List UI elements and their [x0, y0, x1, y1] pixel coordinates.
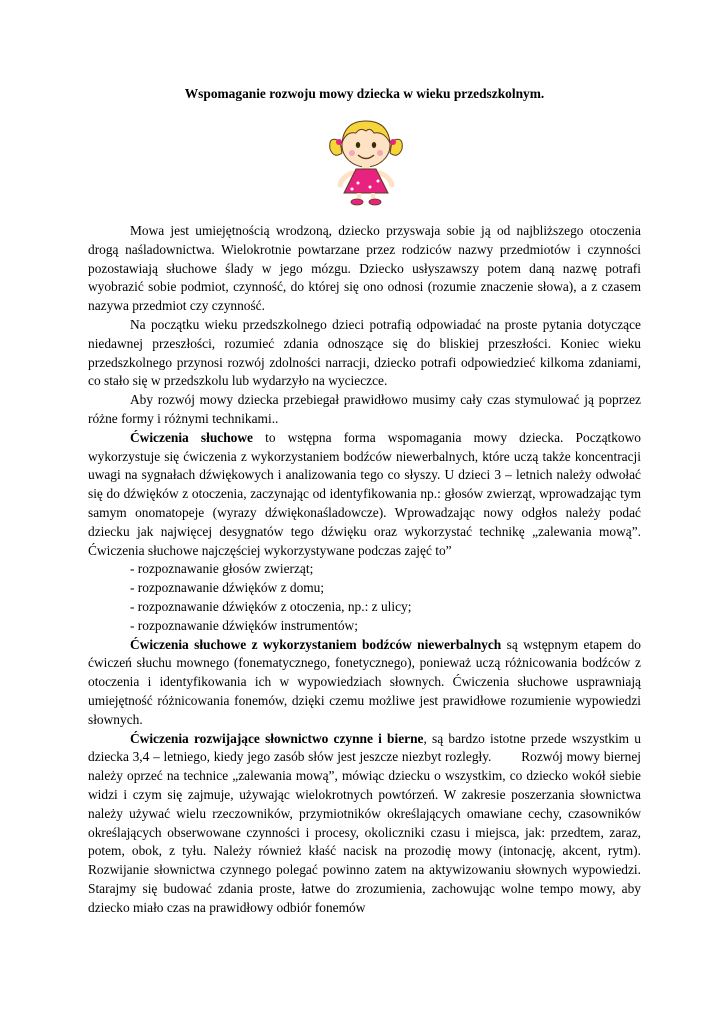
girl-cartoon-icon	[326, 115, 406, 207]
paragraph-6-text: , są bardzo istotne przede wszystkim u dziecka 3,4 – letniego, kiedy jego zasób słów jest jeszcze niezbyt rozległy. Rozwój mowy biernej należy oprzeć na technice „zalewania mową”, mówiąc dziecku o wszystkim, co dziecko wokół siebie widzi i czym się zajmuje, używając wielokrotnych powtórzeń. W zakresie poszerzania słownictwa należy używać wielu rzeczowników, przymiotników określających omawiane cechy, czasowników określających obserwowane czynności i procesy, okoliczniki czasu i miejsca, jak: przedtem, zaraz, potem, obok, z tyłu. Należy również kłaść nacisk na prozodię mowy (intonację, akcent, rytm). Rozwijanie słownictwa czynnego polegać powinno zatem na aktywizowaniu słownych wypowiedzi. Starajmy się budować zdania proste, łatwe do zrozumienia, zachowując wolne tempo mowy, aby dziecko miało czas na prawidłowy odbiór fonemów	[88, 730, 695, 915]
paragraph-1: Mowa jest umiejętnością wrodzoną, dziecko przyswaja sobie ją od najbliższego otoczenia drogą naśladownictwa. Wielokrotnie powtarzane przez rodziców nazwy przedmiotów i czynności pozostawiają słuchowe ślady w jego mózgu. Dziecko usłyszawszy potem daną nazwę potrafi wyobrazić sobie podmiot, czynność, do której się ono odnosi (rozumie znaczenie słowa), a z czasem nazywa przedmiot czy czynność.	[88, 223, 641, 314]
paragraph-5	[88, 636, 641, 730]
paragraph-4-text: to wstępna forma wspomagania mowy dziecka. Początkowo wykorzystuje się ćwiczenia z wykorzystaniem bodźców niewerbalnych, które uczą także koncentracji uwagi na sygnałach dźwiękowych i analizowania tego co słyszy. U dzieci 3 – letnich należy odwołać się do dźwięków z otoczenia, zaczynając od identyfikowania np.: głosów zwierząt, wprowadzając tym samym onomatopeje (wyrazy dźwiękonaśladowcze). Wprowadzając nowy odgłos należy podać dziecku jak najwięcej desygnatów tego dźwięku oraz wykorzystać technikę „zalewania mową”. Ćwiczenia słuchowe najczęściej wykorzystywane podczas zajęć to”	[88, 429, 641, 558]
paragraph-2: Na początku wieku przedszkolnego dzieci potrafią odpowiadać na proste pytania dotyczące niedawnej przeszłości, rozumieć zdania odnoszące się do bliskiej przeszłości. Koniec wieku przedszkolnego przynosi rozwój zdolności narracji, dziecko potrafi odpowiedzieć kilkoma zdaniami, co stało się w przedszkolu lub wydarzyło na wycieczce.	[88, 316, 641, 389]
list-item: - rozpoznawanie dźwięków z domu;	[130, 580, 325, 596]
list-item: - rozpoznawanie głosów zwierząt;	[130, 561, 314, 577]
document-title: Wspomaganie rozwoju mowy dziecka w wieku przedszkolnym.	[184, 86, 545, 101]
paragraph-5-heading: Ćwiczenia słuchowe z wykorzystaniem bodźców niewerbalnych	[130, 636, 502, 652]
paragraph-5-text: są wstępnym etapem do ćwiczeń słuchu mownego (fonematycznego, fonetycznego), ponieważ uczą różnicowania bodźców z otoczenia i identyfikowania ich w wypowiedziach słownych. Ćwiczenia słuchowe usprawniają umiejętność różnicowania fonemów, dzięki czemu możliwe jest prawidłowe rozumienie wypowiedzi słownych.	[88, 636, 641, 727]
paragraph-4-heading: Ćwiczenia słuchowe	[130, 429, 253, 445]
list-item: - rozpoznawanie dźwięków instrumentów;	[130, 617, 358, 633]
exercise-list	[88, 560, 641, 635]
paragraph-4	[88, 429, 641, 561]
paragraph-6	[88, 730, 695, 918]
list-item: - rozpoznawanie dźwięków z otoczenia, np.: z ulicy;	[130, 598, 412, 614]
paragraph-6-heading: Ćwiczenia rozwijające słownictwo czynne i bierne	[130, 730, 424, 746]
paragraph-3: Aby rozwój mowy dziecka przebiegał prawidłowo musimy cały czas stymulować ją poprzez różne formy i różnymi technikami..	[88, 392, 641, 426]
document-body	[88, 222, 695, 917]
